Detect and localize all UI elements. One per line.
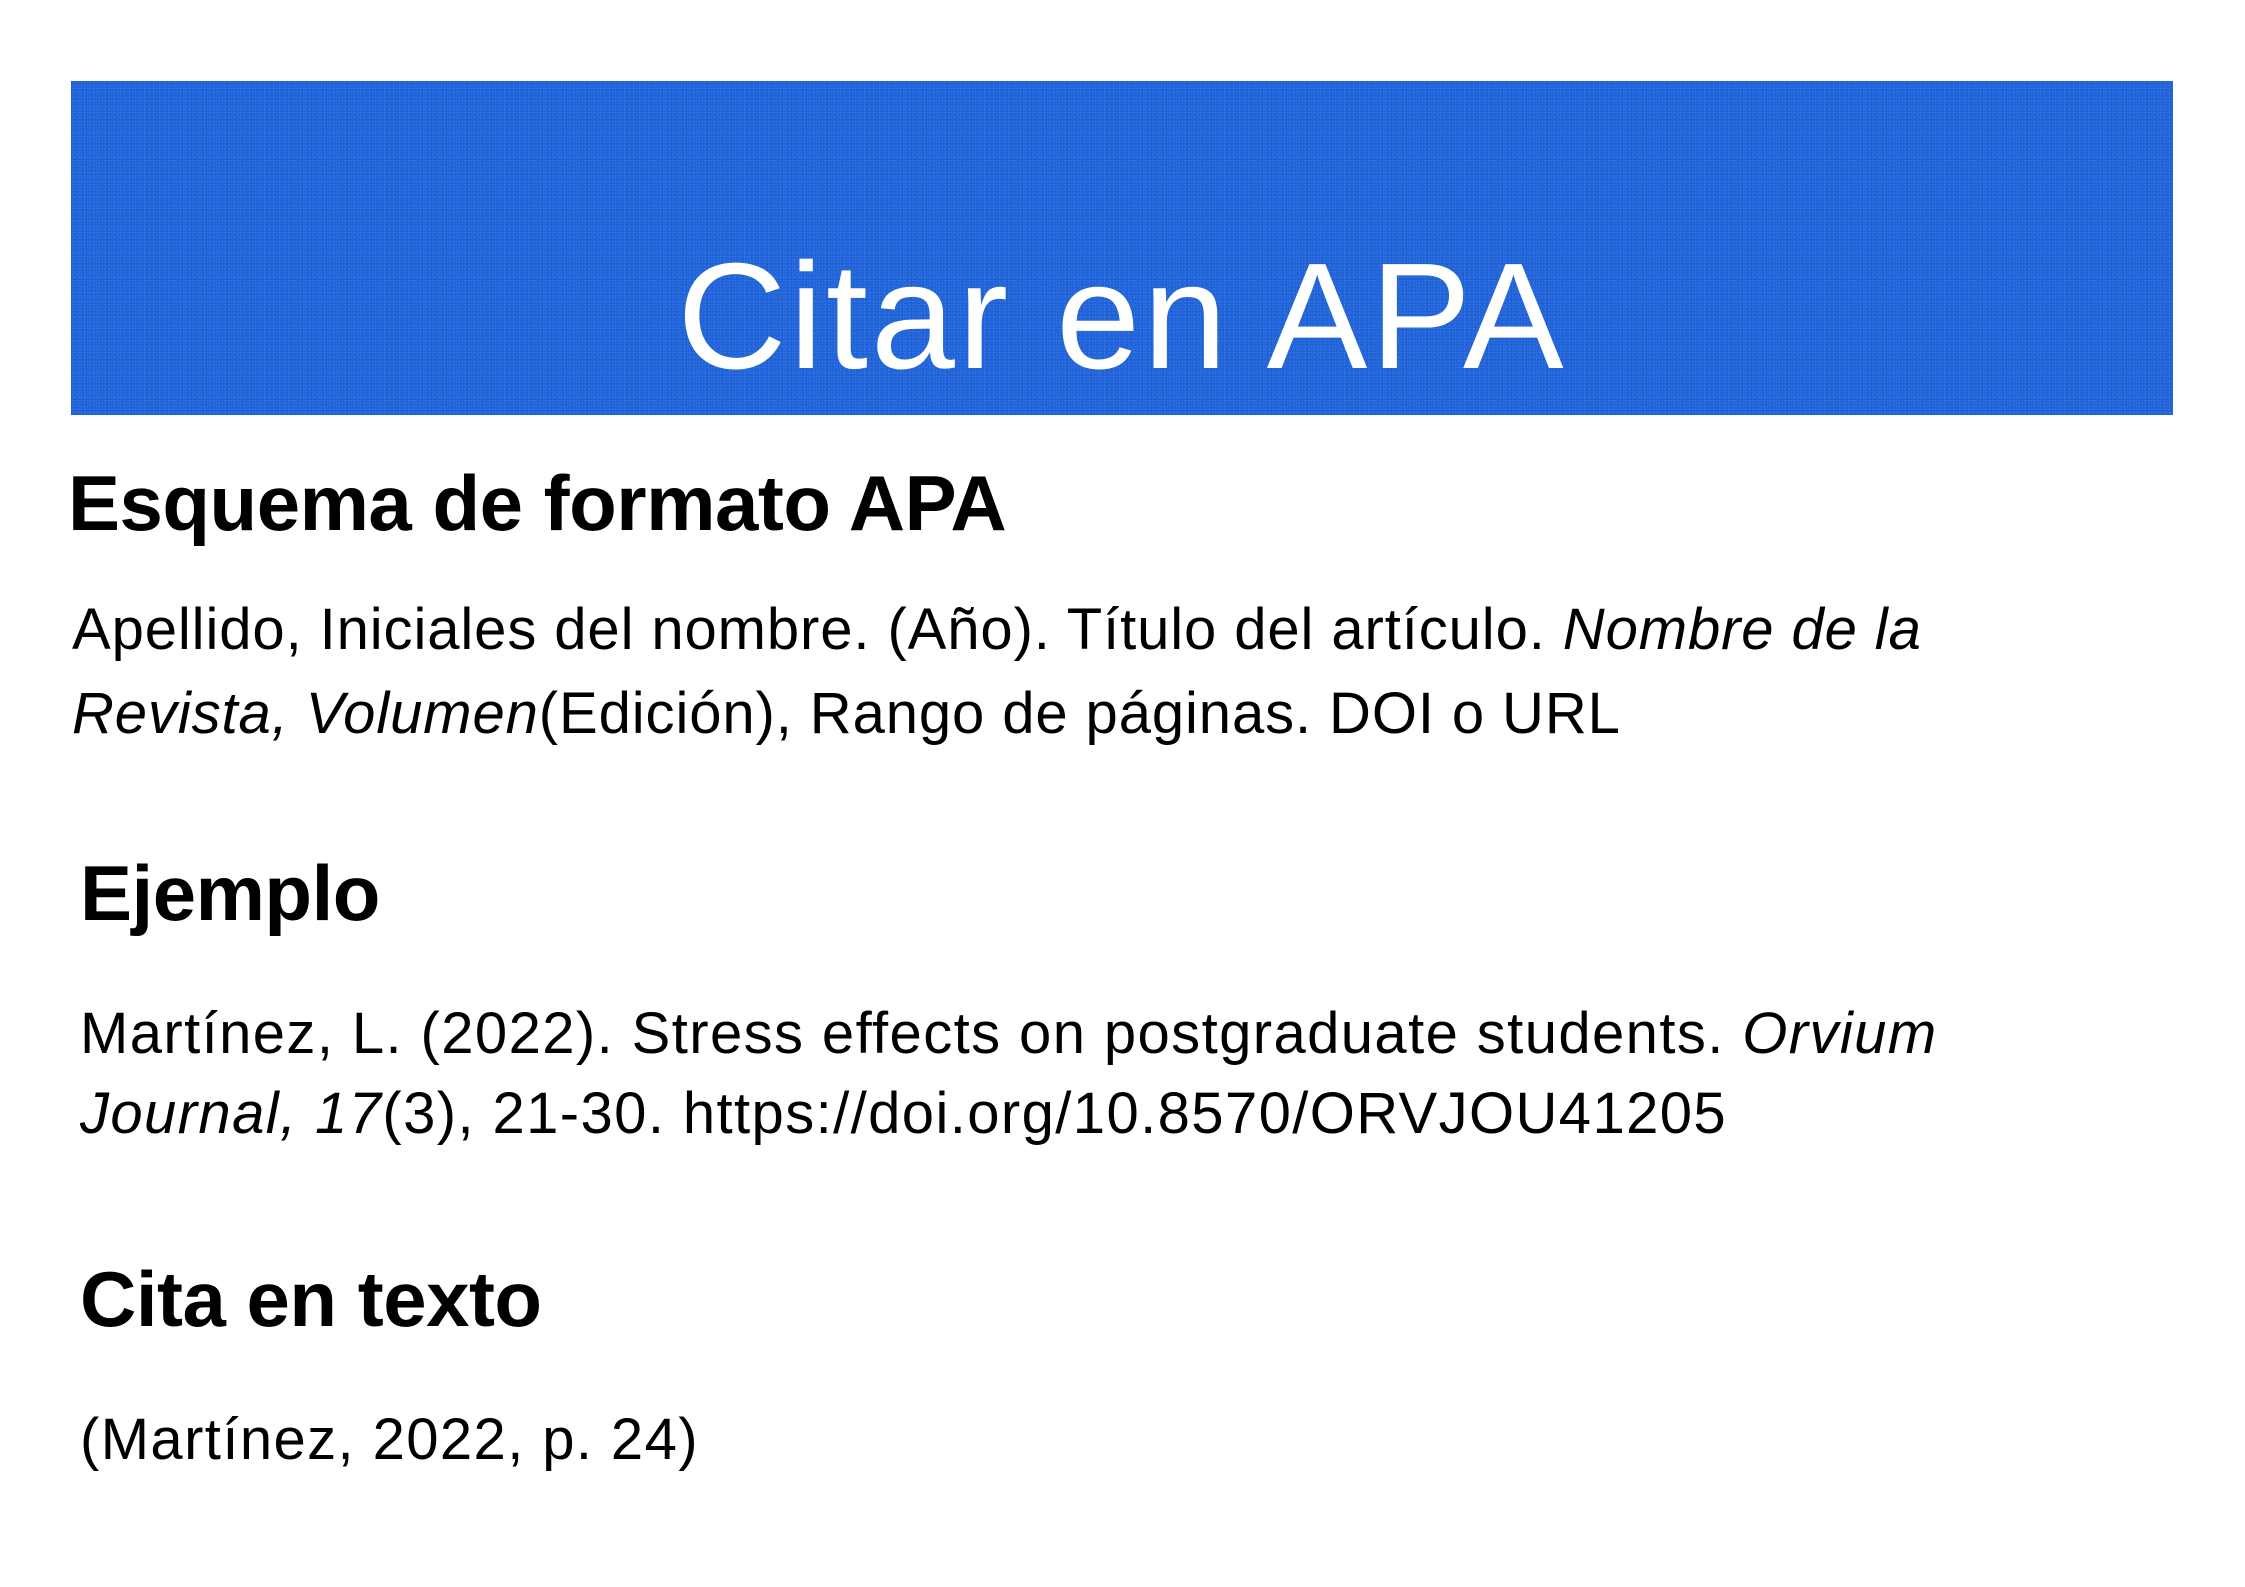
page-title: Citar en APA <box>677 231 1567 400</box>
schema-line-1 <box>72 588 1922 672</box>
in-text-line-1 <box>80 1398 699 1482</box>
schema-format-text <box>72 588 1922 756</box>
section-heading-in-text-citation: Cita en texto <box>80 1255 542 1343</box>
schema-text-plain: Apellido, Iniciales del nombre. (Año). Título del artículo. <box>72 597 1563 662</box>
example-issue-pages-doi: (3), 21-30. https://doi.org/10.8570/ORVJOU41205 <box>382 1081 1728 1146</box>
schema-journal-volume: Revista, Volumen <box>72 681 539 746</box>
example-line-1 <box>80 994 1938 1074</box>
section-heading-example: Ejemplo <box>80 849 380 937</box>
example-journal-name: Orvium <box>1742 1001 1938 1066</box>
example-journal-volume: Journal, 17 <box>80 1081 383 1146</box>
title-banner <box>71 81 2173 415</box>
in-text-citation: (Martínez, 2022, p. 24) <box>80 1407 699 1472</box>
example-author-title: Martínez, L. (2022). Stress effects on postgraduate students. <box>80 1001 1743 1066</box>
in-text-citation-text <box>80 1398 699 1482</box>
example-line-2 <box>80 1074 1938 1154</box>
schema-line-2 <box>72 672 1922 756</box>
schema-text-plain-2: (Edición), Rango de páginas. DOI o URL <box>538 681 1621 746</box>
example-reference-text <box>80 994 1938 1154</box>
section-heading-schema: Esquema de formato APA <box>68 459 1007 547</box>
schema-journal-name: Nombre de la <box>1562 597 1922 662</box>
